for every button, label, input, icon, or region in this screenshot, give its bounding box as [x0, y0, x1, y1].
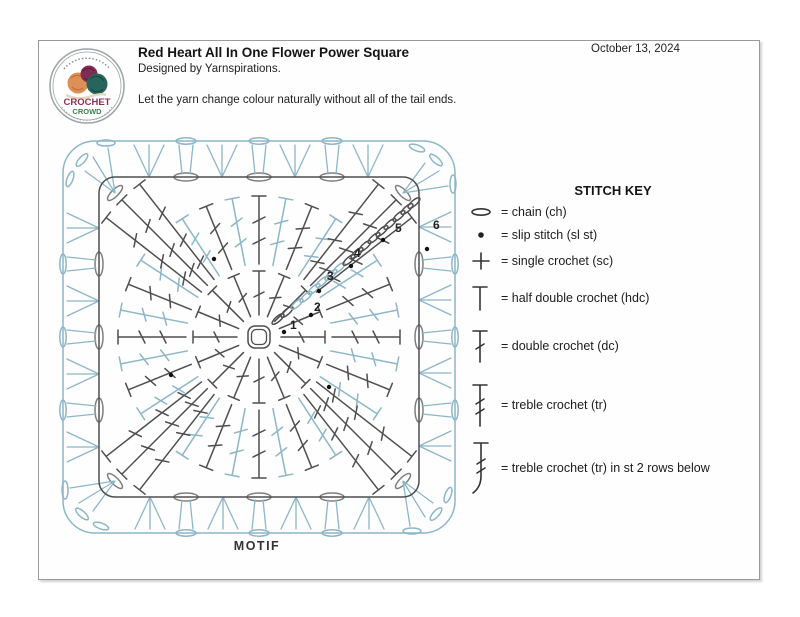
single-crochet-symbol [469, 251, 501, 271]
logo-line1: CROCHET [63, 97, 111, 108]
key-row-slip-stitch [469, 228, 597, 242]
page-date: October 13, 2024 [591, 43, 680, 55]
crochet-crowd-logo-icon [48, 47, 126, 125]
key-label: = double crochet (dc) [501, 339, 619, 353]
motif-diagram [51, 119, 471, 559]
edging-left [60, 213, 125, 532]
flower-stitches [102, 180, 416, 494]
edging-right [393, 142, 458, 461]
page-subtitle: Designed by Yarnspirations. [138, 63, 281, 75]
chain-symbol [469, 206, 501, 218]
key-row-double-crochet [469, 328, 619, 364]
key-label: = slip stitch (sl st) [501, 228, 598, 242]
starting-chains [271, 196, 422, 326]
key-label: = single crochet (sc) [501, 254, 614, 268]
key-row-chain [469, 205, 567, 219]
treble-crochet-2-rows-below-symbol [469, 440, 501, 496]
key-label: = treble crochet (tr) in st 2 rows below [501, 461, 710, 475]
page-tagline: Let the yarn change colour naturally without all of the tail ends. [138, 94, 457, 106]
edging-bottom [135, 471, 454, 536]
key-row-treble-crochet [469, 382, 607, 428]
round-number-4: 4 [354, 246, 361, 260]
treble-crochet-symbol [469, 382, 501, 428]
double-crochet-symbol [469, 328, 501, 364]
stitch-key-title: STITCH KEY [574, 183, 652, 198]
key-label: = half double crochet (hdc) [501, 291, 650, 305]
key-row-single-crochet [469, 251, 613, 271]
key-row-treble-crochet-2-rows-below [469, 440, 710, 496]
half-double-crochet-symbol [469, 284, 501, 312]
centre-ring [248, 326, 270, 348]
page-title: Red Heart All In One Flower Power Square [138, 45, 410, 60]
pattern-page [38, 40, 760, 580]
key-label: = treble crochet (tr) [501, 398, 607, 412]
motif-label: MOTIF [233, 539, 281, 553]
slip-stitch-symbol [469, 230, 501, 240]
round-number-1: 1 [290, 318, 297, 332]
logo-line2: CROWD [72, 107, 102, 116]
round-number-5: 5 [395, 221, 402, 235]
round-number-2: 2 [314, 300, 321, 314]
slip-stitch-dots [169, 238, 429, 389]
round-number-3: 3 [327, 269, 334, 283]
key-row-half-double-crochet [469, 284, 649, 312]
stitch-key [469, 179, 757, 551]
key-label: = chain (ch) [501, 205, 567, 219]
edging-top [64, 138, 383, 203]
round-number-6: 6 [433, 218, 440, 232]
